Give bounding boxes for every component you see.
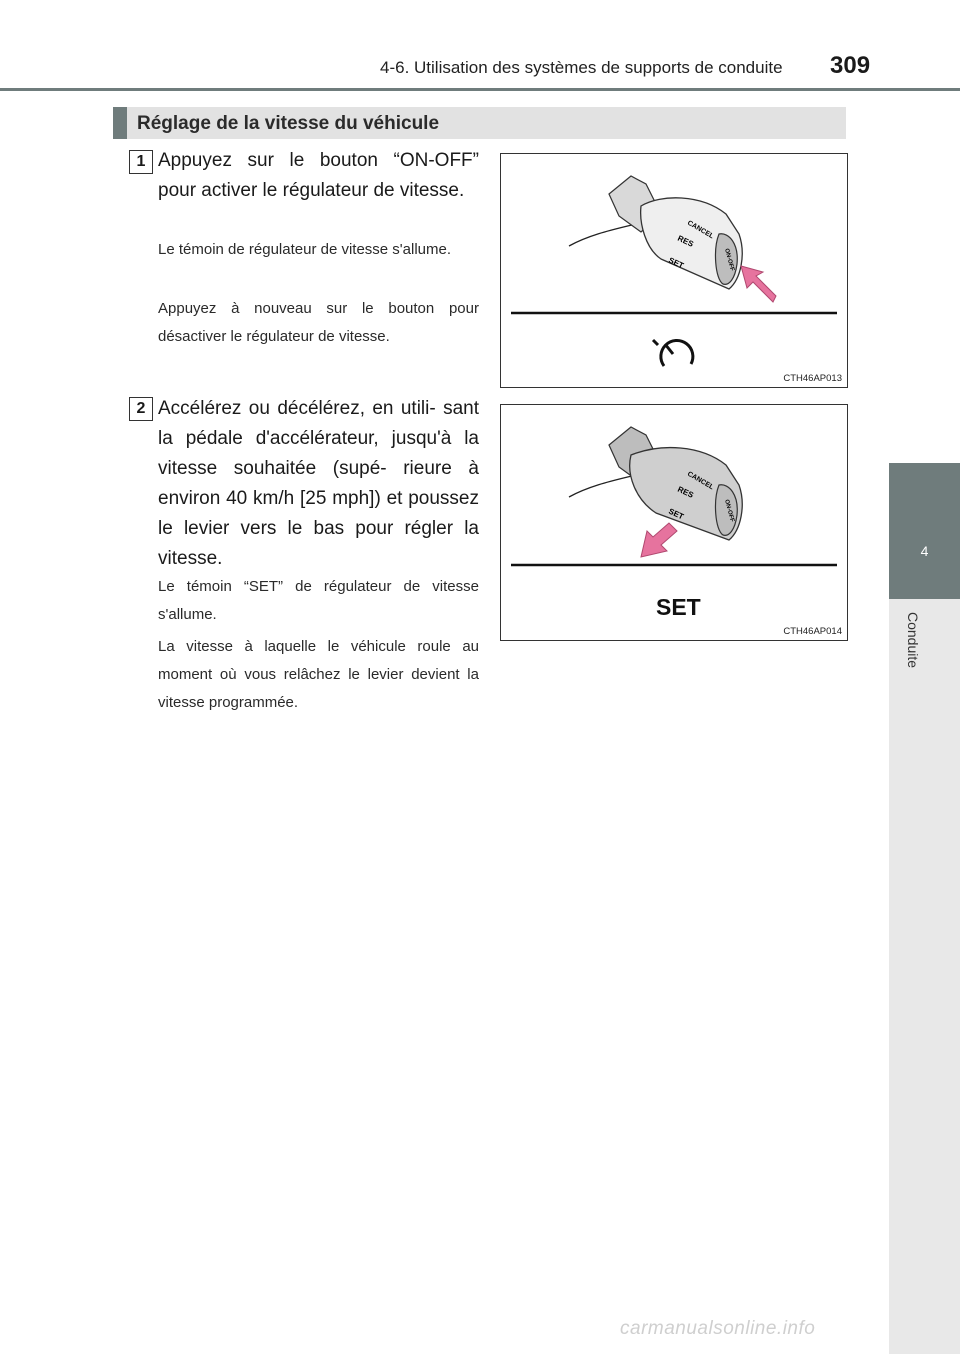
step-1-note-2: Appuyez à nouveau sur le bouton pour désactiver le régulateur de vitesse. [158,300,479,345]
lever-label-on-off: ON-OFF [723,498,735,523]
figure-code-2: CTH46AP014 [783,626,842,637]
step-1-main-text: Appuyez sur le bouton “ON-OFF” pour activer le régulateur de vitesse. [158,150,479,201]
running-header: 4-6. Utilisation des systèmes de supports de conduite [380,58,783,77]
lever-label-on-off: ON-OFF [723,247,735,272]
lever-label-res: RES [676,233,695,249]
figure-step-2 [500,404,848,641]
press-arrow-icon [741,266,776,302]
step-2-note-1: Le témoin “SET” de régulateur de vitesse s'allume. [158,578,479,623]
section-heading [113,107,846,139]
lever-label-cancel: CANCEL [686,219,715,241]
section-heading-text: Réglage de la vitesse du véhicule [137,113,440,134]
step-2-main-text: Accélérez ou décélérez, en utili- sant la pédale d'accélérateur, jusqu'à la vitesse souhaitée (supé- rieure à environ 40 km/h [25 mph]) et poussez le levier vers le bas pour régler la vitesse. [158,398,479,569]
step-2-note-2: La vitesse à laquelle le véhicule roule au moment où vous relâchez le levier devient la vitesse programmée. [158,638,479,711]
push-down-arrow-icon [641,523,677,557]
set-indicator: SET [656,594,701,620]
chapter-number: 4 [920,543,929,559]
lever-label-set: SET [667,506,686,522]
chapter-tab-strip [889,599,960,1354]
cruise-control-speedometer-icon [653,340,693,366]
watermark: carmanualsonline.info [620,1318,816,1339]
lever-label-res: RES [676,484,695,500]
chapter-tab [889,463,960,599]
lever-illustration [501,154,847,387]
figure-code-1: CTH46AP013 [783,373,842,384]
lever-label-set: SET [667,255,686,271]
step-1-note-1: Le témoin de régulateur de vitesse s'allume. [158,241,452,258]
header-rule [0,88,960,91]
figure-step-1 [500,153,848,388]
chapter-label: Conduite [905,612,921,669]
lever-label-cancel: CANCEL [686,470,715,492]
step-1-number: 1 [129,150,153,174]
page-number: 309 [830,52,871,79]
section-heading-bar [113,107,127,139]
step-2-number: 2 [129,397,153,421]
